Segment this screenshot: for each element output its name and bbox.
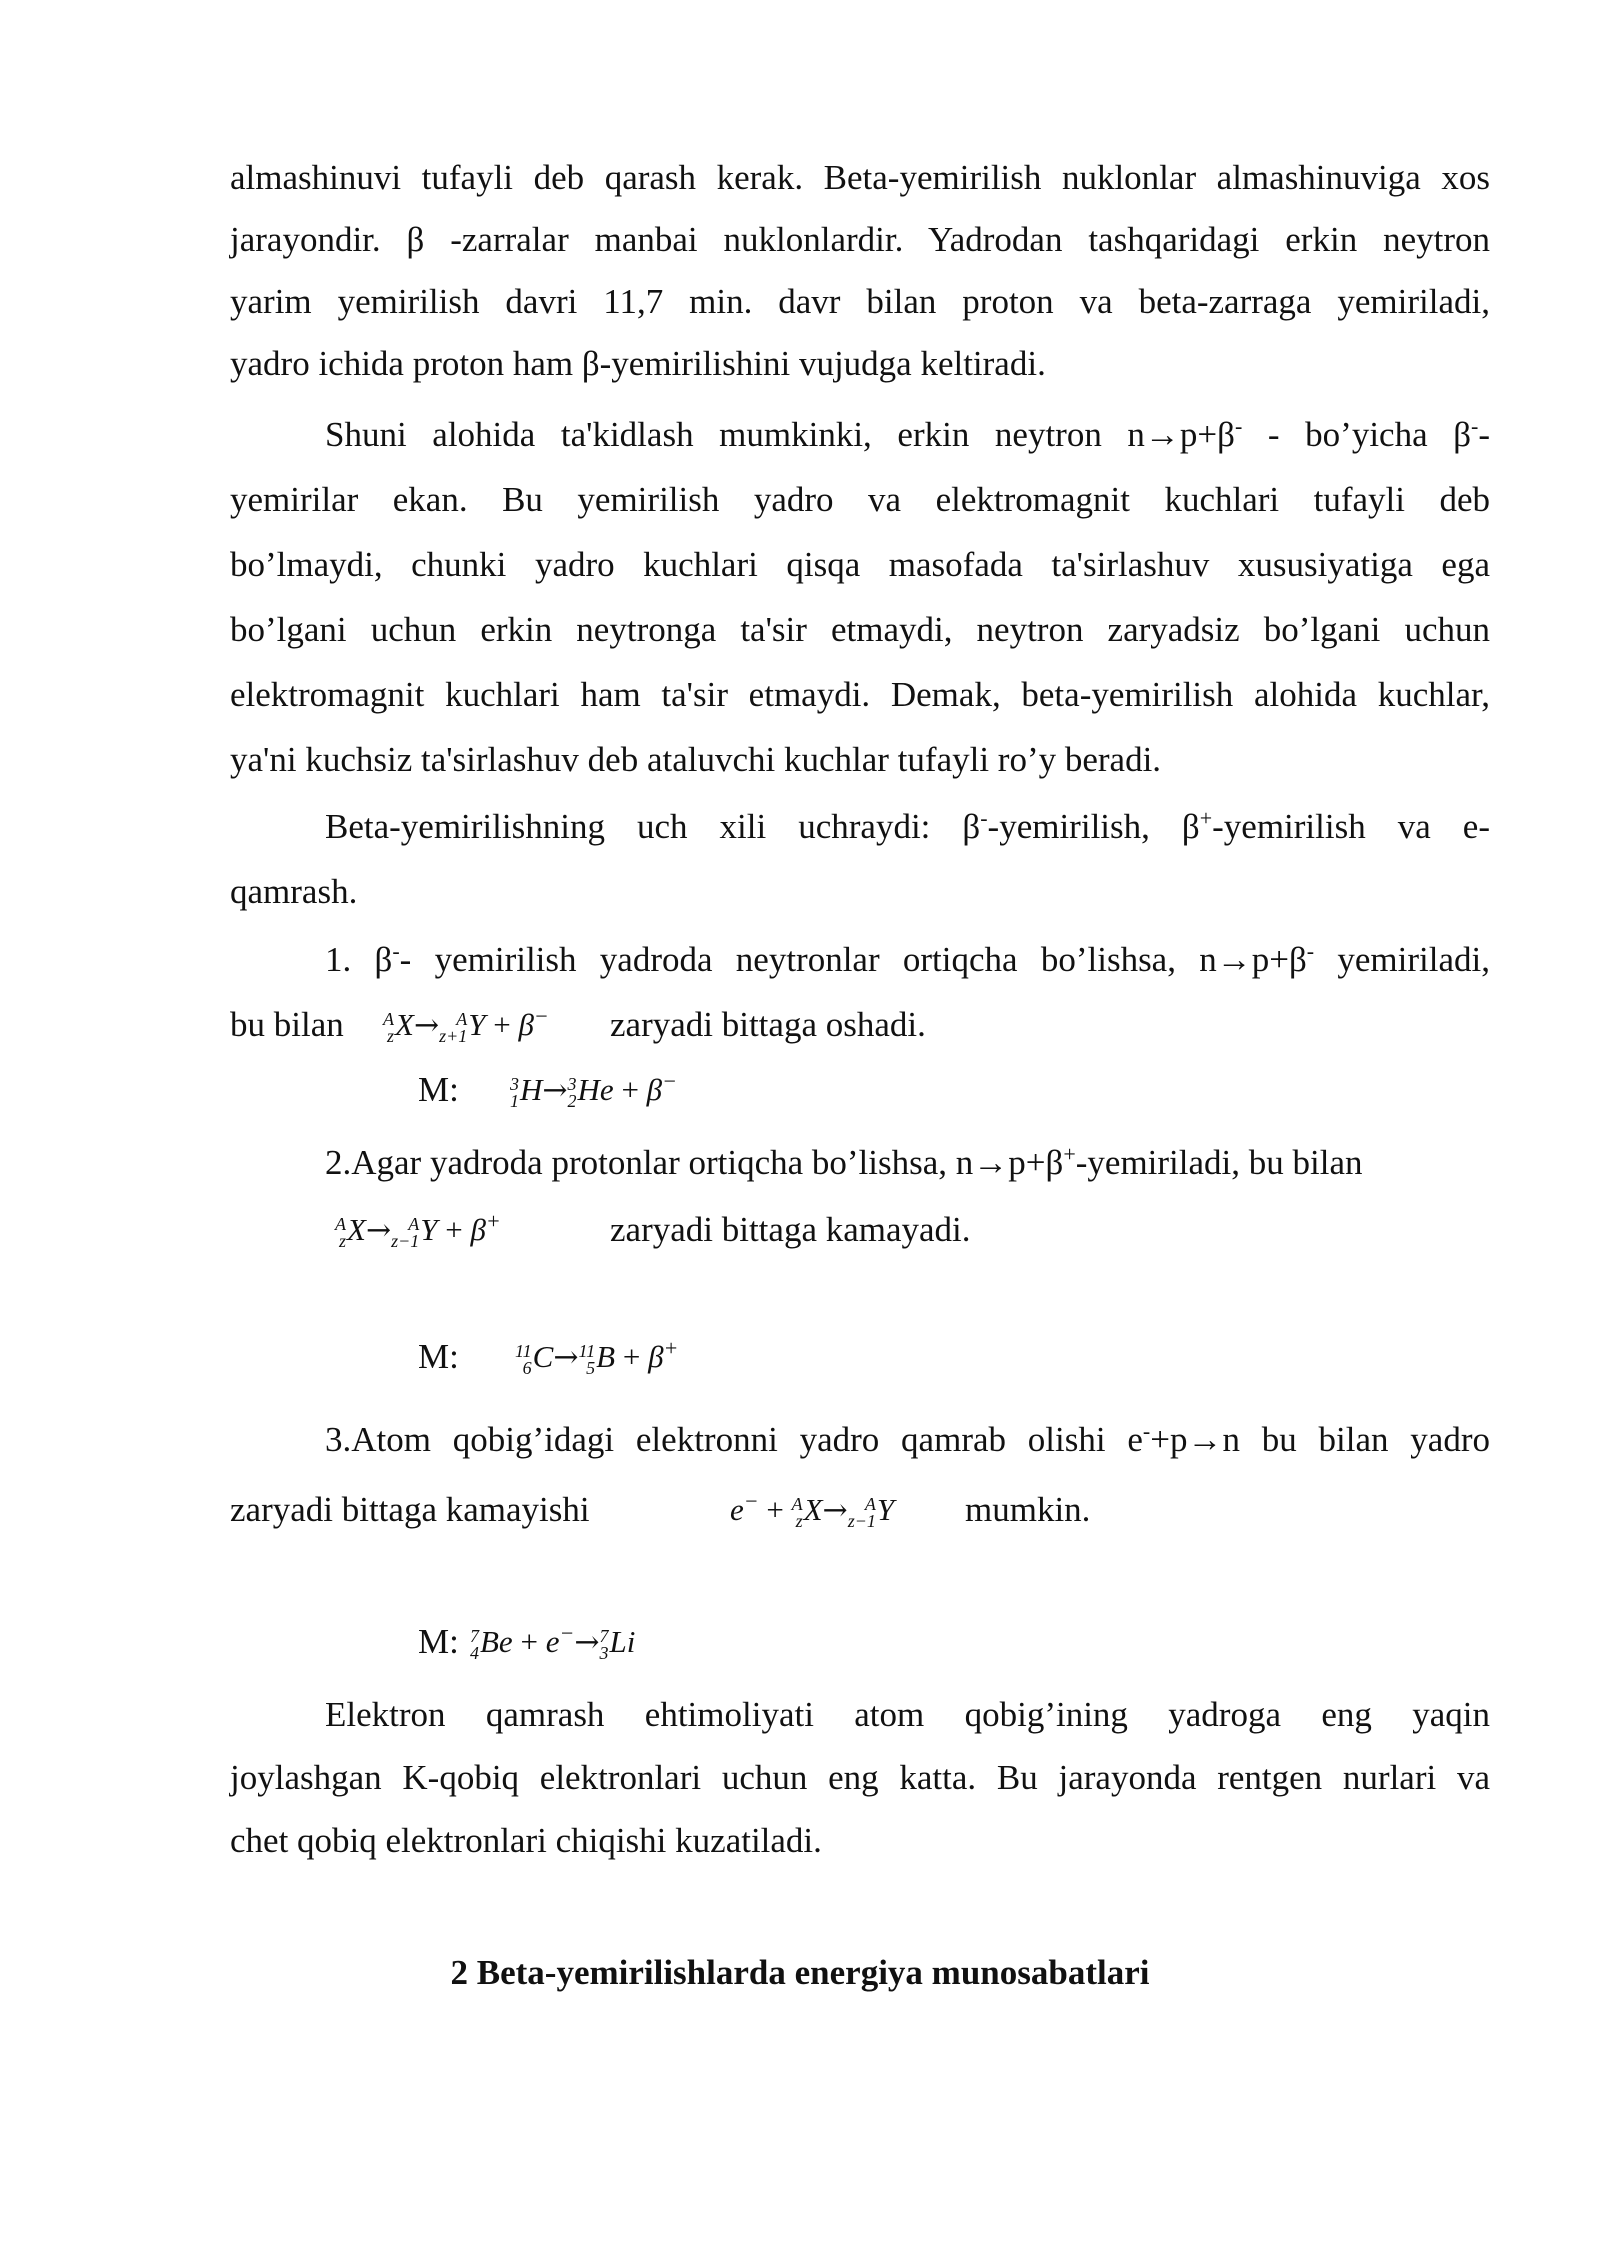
example-label: M: [418, 1622, 459, 1661]
section-heading: 2 Beta-yemirilishlarda energiya munosabatlari [450, 1953, 1150, 1992]
text-line: chet qobiq elektronlari chiqishi kuzatiladi. [230, 1821, 822, 1860]
text-line: qamrash. [230, 872, 358, 911]
text-line: zaryadi bittaga kamayishi [230, 1490, 590, 1529]
equation-beta-plus: A z X→ A z−1 Y + β+ [335, 1208, 501, 1251]
text-line: yadro ichida proton ham β-yemirilishini vujudga keltiradi. [230, 344, 1046, 383]
text-line: yemirilar ekan. Bu yemirilish yadro va elektromagnit kuchlari tufayli deb [230, 480, 1490, 519]
text-line: elektromagnit kuchlari ham ta'sir etmaydi. Demak, beta-yemirilish alohida kuchlar, [230, 675, 1490, 714]
text-line: bo’lgani uchun erkin neytronga ta'sir etmaydi, neytron zaryadsiz bo’lgani uchun [230, 610, 1490, 649]
text-line: mumkin. [965, 1490, 1091, 1529]
text-line: ya'ni kuchsiz ta'sirlashuv deb ataluvchi kuchlar tufayli ro’y beradi. [230, 740, 1162, 779]
example-label: M: [418, 1337, 459, 1376]
text-line: bo’lmaydi, chunki yadro kuchlari qisqa masofada ta'sirlashuv xususiyatiga ega [230, 545, 1490, 584]
text-line: joylashgan K-qobiq elektronlari uchun eng katta. Bu jarayonda rentgen nurlari va [230, 1758, 1490, 1797]
text-line: bu bilan [230, 1005, 344, 1044]
equation-beta-minus: A z X→ A z+1 Y + β− [383, 1003, 549, 1046]
text-line: Elektron qamrash ehtimoliyati atom qobig’ining yadroga eng yaqin [325, 1695, 1490, 1734]
equation-tritium: 3 1 H→ 3 2 He + β− [510, 1068, 677, 1111]
text-line: 3.Atom qobig’idagi elektronni yadro qamrab olishi e-+p→n bu bilan yadro [325, 1418, 1490, 1459]
text-line: yarim yemirilish davri 11,7 min. davr bilan proton va beta-zarraga yemiriladi, [230, 282, 1490, 321]
text-line: 1. β-- yemirilish yadroda neytronlar ortiqcha bo’lishsa, n→p+β- yemiriladi, [325, 938, 1490, 979]
text-line: Shuni alohida ta'kidlash mumkinki, erkin neytron n→p+β- - bo’yicha β-- [325, 413, 1490, 454]
text-line: Beta-yemirilishning uch xili uchraydi: β--yemirilish, β+-yemirilish va e- [325, 805, 1490, 846]
text-line: almashinuvi tufayli deb qarash kerak. Beta-yemirilish nuklonlar almashinuviga xos [230, 158, 1490, 197]
text-line: jarayondir. β -zarralar manbai nuklonlardir. Yadrodan tashqaridagi erkin neytron [230, 220, 1490, 259]
equation-electron-capture: e− + A z X→ A z−1 Y [730, 1488, 895, 1531]
equation-carbon: 11 6 C→ 11 5 B + β+ [515, 1335, 679, 1378]
example-label: M: [418, 1070, 459, 1109]
equation-beryllium: 7 4 Be + e−→ 7 3 Li [470, 1620, 636, 1663]
text-line: zaryadi bittaga oshadi. [610, 1005, 926, 1044]
text-line: zaryadi bittaga kamayadi. [610, 1210, 971, 1249]
text-line: 2.Agar yadroda protonlar ortiqcha bo’lishsa, n→p+β+-yemiriladi, bu bilan [325, 1141, 1363, 1182]
